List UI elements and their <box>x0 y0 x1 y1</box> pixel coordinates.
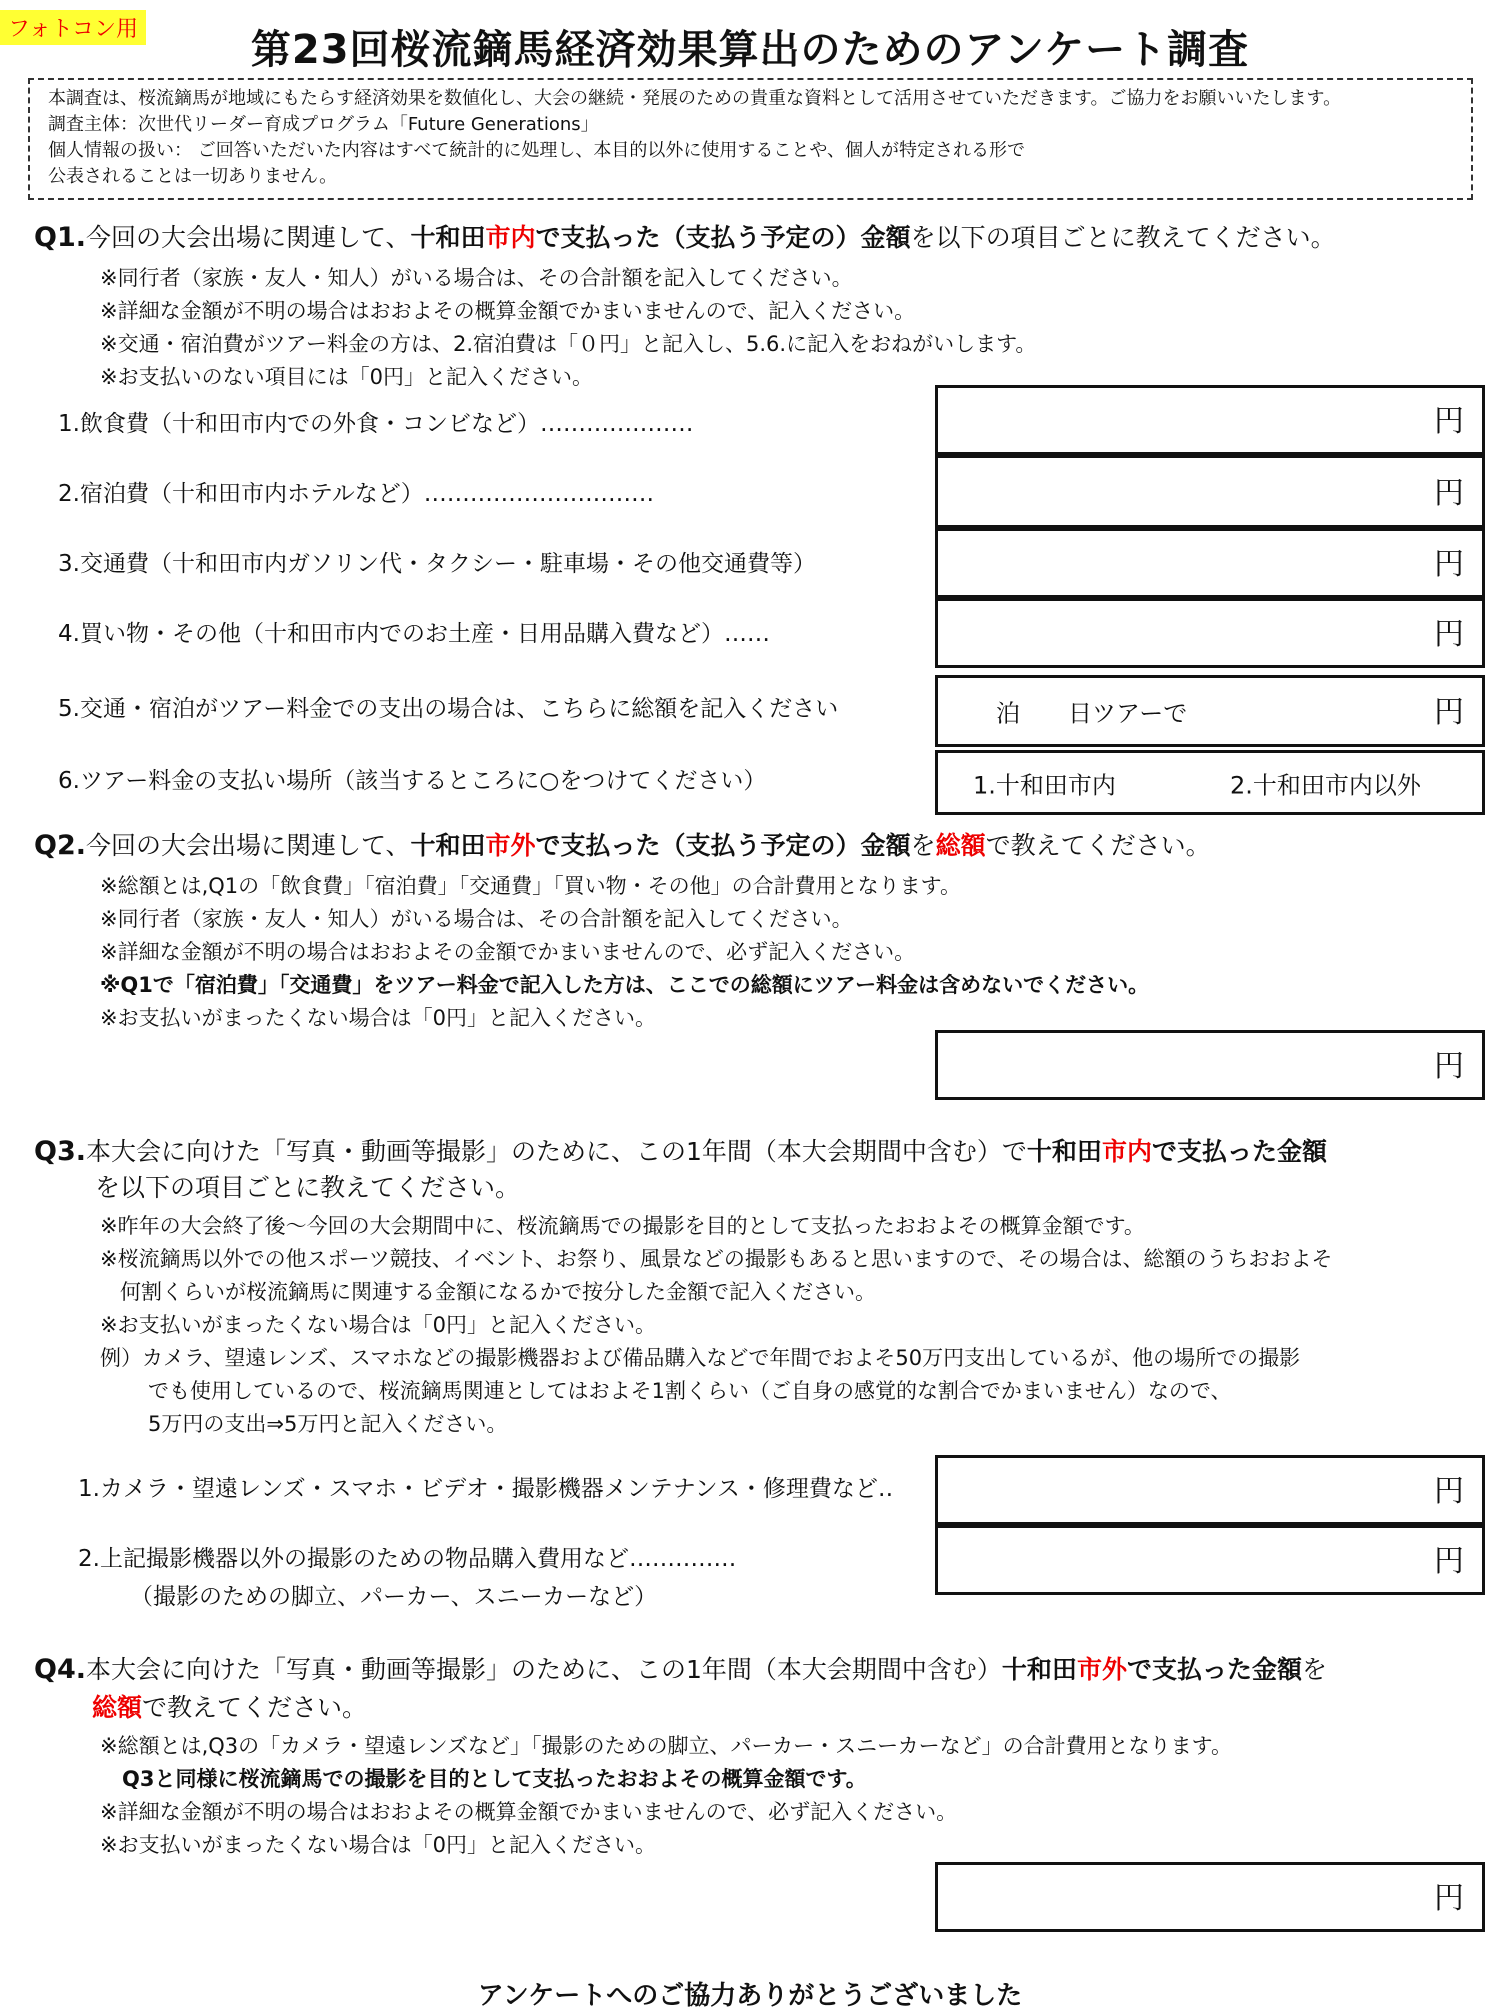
q2-total-amount-field[interactable] <box>935 1030 1485 1100</box>
q4-text-bold: で支払った金額 <box>1126 1655 1302 1684</box>
place-option-inside[interactable]: 1.十和田市内 <box>973 771 1116 799</box>
thanks-message: アンケートへのご協力ありがとうございました <box>477 1981 1023 2011</box>
q1-item-label: 3.交通費（十和田市内ガソリン代・タクシー・駐車場・その他交通費等） <box>58 551 816 577</box>
q3-item-label: 2.上記撮影機器以外の撮影のための物品購入費用など‥‥‥‥‥‥‥ <box>78 1546 737 1572</box>
q4-text-red: 総額 <box>92 1693 143 1722</box>
yen-unit: 円 <box>1434 1543 1464 1579</box>
q1-transport-amount-field[interactable] <box>935 528 1485 598</box>
q2-note: ※同行者（家族・友人・知人）がいる場合は、その合計額を記入してください。 <box>100 907 853 931</box>
q3-text-bold: で支払った金額 <box>1151 1137 1327 1166</box>
q3-text: 本大会に向けた「写真・動画等撮影」のために、この1年間（本大会期間中含む）で <box>86 1137 1027 1166</box>
q2-number: Q2. <box>34 830 86 861</box>
q4-question-cont <box>92 1688 367 1724</box>
q2-note: ※総額とは,Q1の「飲食費」「宿泊費」「交通費」「買い物・その他」の合計費用となります。 <box>100 874 961 898</box>
q3-example: 5万円の支出⇒5万円と記入ください。 <box>148 1412 508 1436</box>
yen-unit: 円 <box>1434 1880 1464 1916</box>
q4-number: Q4. <box>34 1654 86 1685</box>
q4-text-bold: 十和田 <box>1001 1655 1077 1684</box>
q4-text-red: 市外 <box>1076 1655 1127 1684</box>
q1-shopping-amount-field[interactable] <box>935 598 1485 668</box>
intro-line: 本調査は、桜流鏑馬が地域にもたらす経済効果を数値化し、大会の継続・発展のための貴重な資料として活用させていただきます。ご協力をお願いいたします。 <box>48 88 1342 109</box>
page-title: 第23回桜流鏑馬経済効果算出のためのアンケート調査 <box>250 27 1250 73</box>
q2-text-bold: 金額 <box>860 831 911 860</box>
q2-text-red: 市外 <box>485 831 536 860</box>
q4-question <box>34 1650 1327 1686</box>
intro-box <box>28 78 1473 200</box>
q2-text-red: 総額 <box>935 831 986 860</box>
q1-text-bold: 金額 <box>860 223 911 252</box>
yen-unit: 円 <box>1434 475 1464 511</box>
q3-example: でも使用しているので、桜流鏑馬関連としてはおよそ1割くらい（ご自身の感覚的な割合でかまいません）なので、 <box>148 1379 1232 1403</box>
q4-total-amount-field[interactable] <box>935 1862 1485 1932</box>
q4-note: ※詳細な金額が不明の場合はおおよその概算金額でかまいませんので、必ず記入ください。 <box>100 1800 958 1824</box>
q1-item-label: 4.買い物・その他（十和田市内でのお土産・日用品購入費など）‥‥‥ <box>58 621 771 647</box>
q1-item-label: 1.飲食費（十和田市内での外食・コンビなど）‥‥‥‥‥‥‥‥‥‥ <box>58 411 694 437</box>
q3-text-bold: 十和田 <box>1026 1137 1102 1166</box>
q1-food-amount-field[interactable] <box>935 385 1485 455</box>
yen-unit: 円 <box>1434 546 1464 582</box>
yen-unit: 円 <box>1434 1048 1464 1084</box>
q2-text-bold: で支払った（支払う予定の） <box>535 831 861 860</box>
q1-text-bold: で支払った（支払う予定の） <box>535 223 861 252</box>
q3-question-cont: を以下の項目ごとに教えてください。 <box>95 1173 521 1202</box>
q1-lodging-amount-field[interactable] <box>935 455 1485 528</box>
q3-item-sublabel: （撮影のための脚立、パーカー、スニーカーなど） <box>130 1584 658 1610</box>
q4-text: を <box>1301 1655 1327 1684</box>
q2-note: ※お支払いがまったくない場合は「0円」と記入ください。 <box>100 1006 656 1030</box>
q4-note: ※総額とは,Q3の「カメラ・望遠レンズなど」「撮影のための脚立、パーカー・スニーカーなど」の合計費用となります。 <box>100 1734 1232 1758</box>
q3-equipment-amount-field[interactable] <box>935 1455 1485 1525</box>
q1-note: ※お支払いのない項目には「0円」と記入ください。 <box>100 365 593 389</box>
q2-text: で教えてください。 <box>985 831 1211 860</box>
q1-text: 今回の大会出場に関連して、 <box>86 223 411 252</box>
q1-text-bold: 十和田 <box>410 223 486 252</box>
q1-item-label: 6.ツアー料金の支払い場所（該当するところに○をつけてください） <box>58 768 767 794</box>
q1-number: Q1. <box>34 222 86 253</box>
q1-question <box>34 218 1336 254</box>
q4-text: で教えてください。 <box>142 1693 368 1722</box>
yen-unit: 円 <box>1434 616 1464 652</box>
q3-note: ※お支払いがまったくない場合は「0円」と記入ください。 <box>100 1313 656 1337</box>
q4-bold-note: Q3と同様に桜流鏑馬での撮影を目的として支払ったおおよその概算金額です。 <box>122 1767 867 1791</box>
q2-text: を <box>910 831 936 860</box>
q1-item-label: 2.宿泊費（十和田市内ホテルなど）‥‥‥‥‥‥‥‥‥‥‥‥‥‥‥ <box>58 481 655 507</box>
q3-note: ※昨年の大会終了後～今回の大会期間中に、桜流鏑馬での撮影を目的として支払ったおおよその概算金額です。 <box>100 1214 1145 1238</box>
q1-tour-amount-field[interactable] <box>935 675 1485 747</box>
q2-text: 今回の大会出場に関連して、 <box>86 831 411 860</box>
q3-text-red: 市内 <box>1101 1137 1152 1166</box>
q2-question <box>34 826 1211 862</box>
q1-text-red: 市内 <box>485 223 536 252</box>
q2-bold-note: ※Q1で「宿泊費」「交通費」をツアー料金で記入した方は、ここでの総額にツアー料金は含めないでください。 <box>100 973 1150 997</box>
intro-line: 個人情報の扱い： ご回答いただいた内容はすべて統計的に処理し、本目的以外に使用することや、個人が特定される形で <box>48 140 1025 161</box>
q3-example: 例）カメラ、望遠レンズ、スマホなどの撮影機器および備品購入などで年間でおよそ50万円支出しているが、他の場所での撮影 <box>100 1346 1301 1370</box>
q1-note: ※詳細な金額が不明の場合はおおよその概算金額でかまいませんので、記入ください。 <box>100 299 916 323</box>
q1-tour-payment-place <box>935 750 1485 815</box>
q3-note: ※桜流鏑馬以外での他スポーツ競技、イベント、お祭り、風景などの撮影もあると思いますので、その場合は、総額のうちおおよそ <box>100 1247 1333 1271</box>
intro-line: 公表されることは一切ありません。 <box>48 166 338 187</box>
q4-note: ※お支払いがまったくない場合は「0円」と記入ください。 <box>100 1833 656 1857</box>
yen-unit: 円 <box>1434 403 1464 439</box>
yen-unit: 円 <box>1434 1473 1464 1509</box>
q3-question <box>34 1132 1327 1168</box>
q2-text-bold: 十和田 <box>410 831 486 860</box>
intro-line: 調査主体：次世代リーダー育成プログラム「Future Generations」 <box>48 114 599 135</box>
q1-text: を以下の項目ごとに教えてください。 <box>910 223 1336 252</box>
q3-item-label: 1.カメラ・望遠レンズ・スマホ・ビデオ・撮影機器メンテナンス・修理費など‥ <box>78 1476 894 1502</box>
q4-text: 本大会に向けた「写真・動画等撮影」のために、この1年間（本大会期間中含む） <box>86 1655 1002 1684</box>
q1-note: ※交通・宿泊費がツアー料金の方は、2.宿泊費は「０円」と記入し、5.6.に記入をおねがいします。 <box>100 332 1037 356</box>
place-option-outside[interactable]: 2.十和田市内以外 <box>1230 771 1421 799</box>
q1-item-label: 5.交通・宿泊がツアー料金での支出の場合は、こちらに総額を記入ください <box>58 696 839 722</box>
yen-unit: 円 <box>1434 694 1464 730</box>
tour-nights-text: 泊 日ツアーで <box>996 699 1188 728</box>
q3-note: 何割くらいが桜流鏑馬に関連する金額になるかで按分した金額で記入ください。 <box>120 1280 876 1304</box>
q2-note: ※詳細な金額が不明の場合はおおよその金額でかまいませんので、必ず記入ください。 <box>100 940 916 964</box>
form-tag-label: フォトコン用 <box>0 10 146 45</box>
q1-note: ※同行者（家族・友人・知人）がいる場合は、その合計額を記入してください。 <box>100 266 853 290</box>
q3-goods-amount-field[interactable] <box>935 1525 1485 1595</box>
q3-number: Q3. <box>34 1136 86 1167</box>
